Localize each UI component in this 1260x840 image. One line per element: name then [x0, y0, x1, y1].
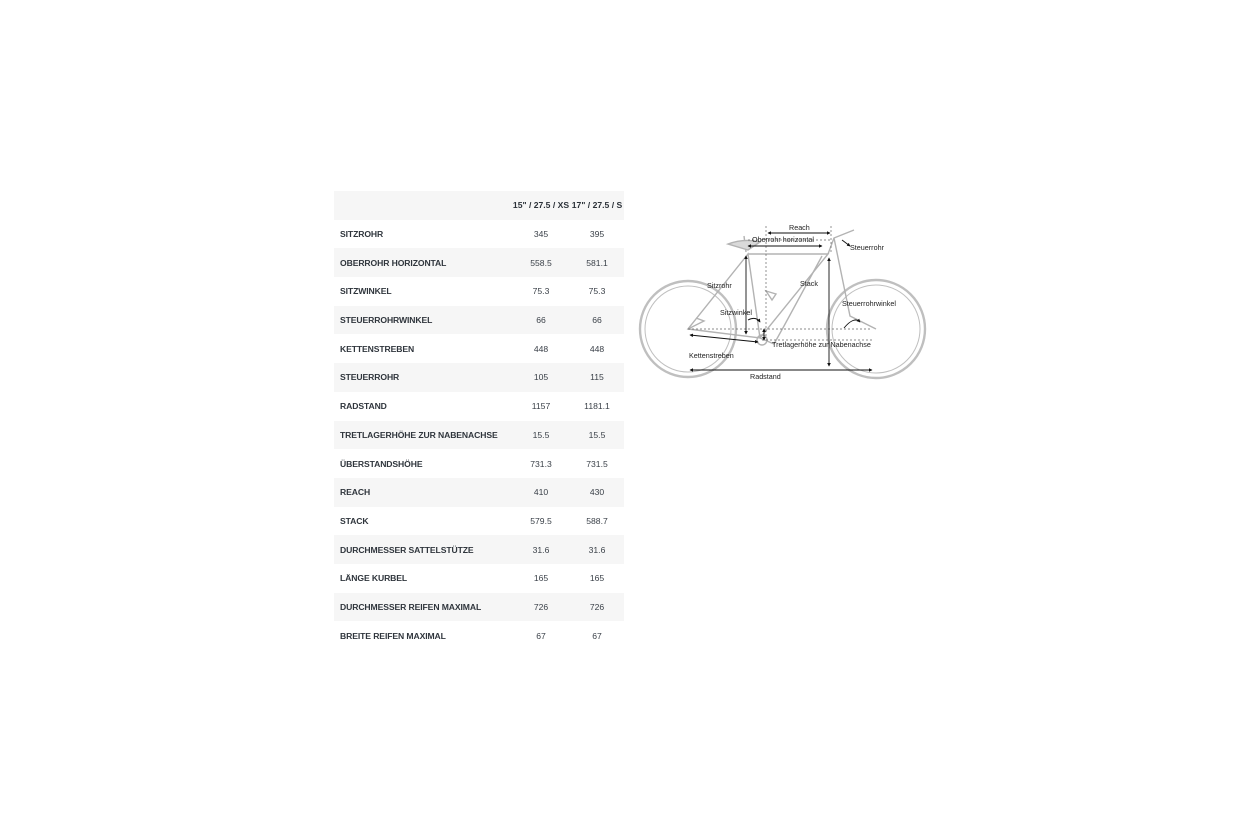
value-size-xs: 66	[512, 306, 570, 335]
value-size-xs: 345	[512, 220, 570, 249]
label-tretlagerhoehe: Tretlagerhöhe zur Nabenachse	[772, 340, 871, 349]
geometry-table	[334, 191, 624, 650]
row-label: OBERROHR HORIZONTAL	[334, 248, 512, 277]
value-size-s: 66	[570, 306, 624, 335]
label-steuerrohrwinkel: Steuerrohrwinkel	[842, 299, 896, 308]
label-steuerrohr: Steuerrohr	[850, 243, 884, 252]
table-body	[334, 220, 624, 650]
value-size-s: 15.5	[570, 421, 624, 450]
table-row	[334, 334, 624, 363]
table-row	[334, 392, 624, 421]
value-size-s: 1181.1	[570, 392, 624, 421]
value-size-s: 448	[570, 334, 624, 363]
value-size-s: 67	[570, 621, 624, 650]
value-size-s: 165	[570, 564, 624, 593]
label-kettenstreben: Kettenstreben	[689, 351, 734, 360]
value-size-xs: 75.3	[512, 277, 570, 306]
row-label: BREITE REIFEN MAXIMAL	[334, 621, 512, 650]
table-header-row	[334, 191, 624, 220]
label-oberrohr-horizontal: Oberrohr horizontal	[752, 235, 814, 244]
label-radstand: Radstand	[750, 372, 781, 381]
table-row	[334, 248, 624, 277]
value-size-xs: 165	[512, 564, 570, 593]
row-label: STEUERROHR	[334, 363, 512, 392]
table-row	[334, 220, 624, 249]
table-row	[334, 306, 624, 335]
value-size-s: 581.1	[570, 248, 624, 277]
value-size-s: 75.3	[570, 277, 624, 306]
table-header-empty	[334, 191, 512, 220]
table-header-size-xs: 15" / 27.5 / XS	[512, 191, 570, 220]
row-label: SITZWINKEL	[334, 277, 512, 306]
table-row	[334, 277, 624, 306]
table-row	[334, 593, 624, 622]
table-row	[334, 621, 624, 650]
table-row	[334, 363, 624, 392]
row-label: STEUERROHRWINKEL	[334, 306, 512, 335]
row-label: DURCHMESSER REIFEN MAXIMAL	[334, 593, 512, 622]
value-size-xs: 558.5	[512, 248, 570, 277]
bike-geometry-diagram	[636, 216, 936, 392]
value-size-xs: 448	[512, 334, 570, 363]
label-sitzwinkel: Sitzwinkel	[720, 308, 752, 317]
value-size-s: 731.5	[570, 449, 624, 478]
row-label: REACH	[334, 478, 512, 507]
value-size-s: 588.7	[570, 507, 624, 536]
value-size-xs: 31.6	[512, 535, 570, 564]
row-label: SITZROHR	[334, 220, 512, 249]
table-row	[334, 449, 624, 478]
row-label: LÄNGE KURBEL	[334, 564, 512, 593]
row-label: KETTENSTREBEN	[334, 334, 512, 363]
row-label: ÜBERSTANDSHÖHE	[334, 449, 512, 478]
value-size-s: 430	[570, 478, 624, 507]
table-row	[334, 478, 624, 507]
label-sitzrohr: Sitzrohr	[707, 281, 732, 290]
table-header-size-s: 17" / 27.5 / S	[570, 191, 624, 220]
value-size-xs: 67	[512, 621, 570, 650]
value-size-s: 31.6	[570, 535, 624, 564]
label-stack: Stack	[800, 279, 818, 288]
row-label: DURCHMESSER SATTELSTÜTZE	[334, 535, 512, 564]
value-size-s: 115	[570, 363, 624, 392]
table-row	[334, 535, 624, 564]
row-label: TRETLAGERHÖHE ZUR NABENACHSE	[334, 421, 512, 450]
table-row	[334, 421, 624, 450]
value-size-xs: 15.5	[512, 421, 570, 450]
table-row	[334, 564, 624, 593]
value-size-s: 395	[570, 220, 624, 249]
row-label: STACK	[334, 507, 512, 536]
value-size-xs: 105	[512, 363, 570, 392]
value-size-xs: 1157	[512, 392, 570, 421]
value-size-xs: 726	[512, 593, 570, 622]
value-size-xs: 410	[512, 478, 570, 507]
table-row	[334, 507, 624, 536]
value-size-xs: 579.5	[512, 507, 570, 536]
value-size-s: 726	[570, 593, 624, 622]
value-size-xs: 731.3	[512, 449, 570, 478]
row-label: RADSTAND	[334, 392, 512, 421]
bike-geometry-svg	[636, 216, 936, 392]
label-reach: Reach	[789, 223, 810, 232]
